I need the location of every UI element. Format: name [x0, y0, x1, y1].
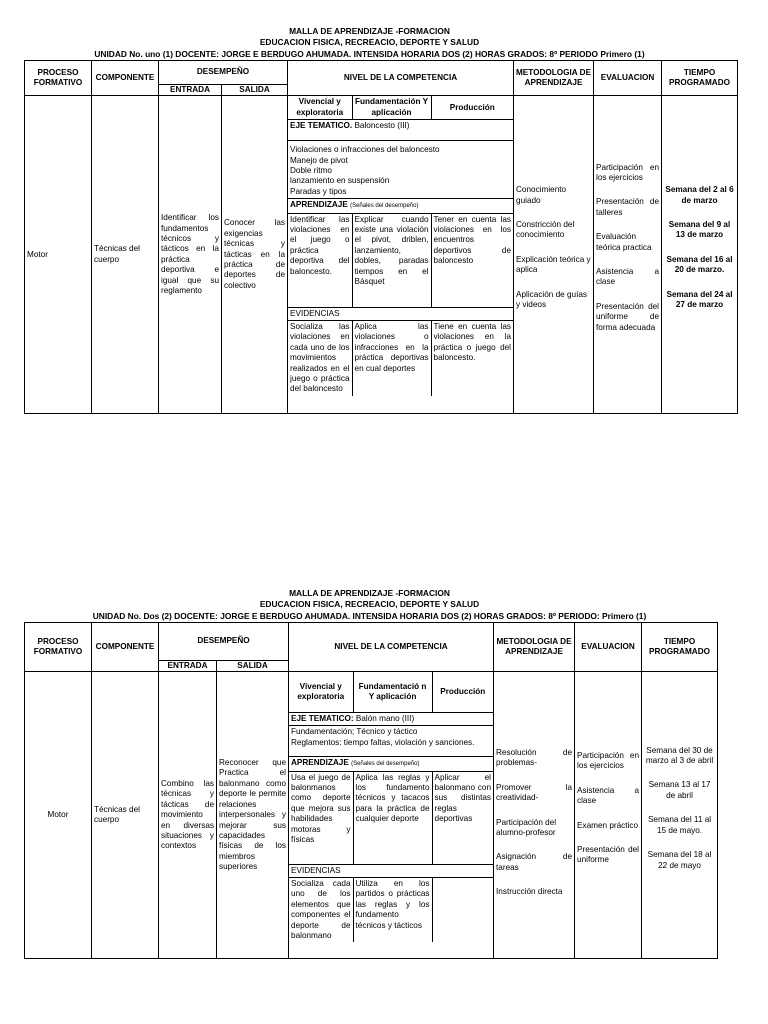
tiempo-item: Semana del 18 al 22 de mayo — [647, 850, 712, 870]
tiempo-item: Semana del 9 al 13 de marzo — [668, 219, 731, 240]
evidencia-vivencial: Socializa cada uno de los elementos que componentes el deporte de balonmano — [289, 878, 353, 943]
doc-subject: EDUCACION FISICA, RECREACIO, DEPORTE Y SALUD — [259, 599, 480, 610]
evidencia-produccion — [432, 878, 493, 943]
tiempo-item: Semana del 30 de marzo al 3 de abril — [645, 745, 714, 766]
evidencias-heading: EVIDENCIAS — [289, 864, 493, 877]
tiempo-item: Semana del 24 al 27 de marzo — [666, 289, 733, 310]
metodologia-item: Instrucción directa — [496, 887, 563, 897]
evaluacion-item: Asistencia a clase — [596, 267, 660, 287]
evidencia-fundamentacion: Aplica las violaciones o infracciones en la práctica deportivas en cual deportes — [352, 320, 431, 395]
aprendizaje-produccion: Tener en cuenta las violaciones en los encuentros deportivos de baloncesto — [431, 213, 513, 307]
col-tiempo: TIEMPO PROGRAMADO — [662, 60, 738, 95]
salida-cell: Conocer las exigencias técnicas y tácticas en la práctica de deportes de colectivo — [222, 96, 288, 414]
evaluacion-item: Participación en los ejercicios — [577, 750, 640, 771]
aprendizaje-heading — [289, 757, 493, 771]
proceso-cell: Motor — [25, 96, 92, 414]
col-proceso: PROCESO FORMATIVO — [25, 622, 92, 671]
grid-table — [24, 60, 738, 414]
nivel-cell — [289, 672, 494, 959]
col-entrada: ENTRADA — [159, 660, 217, 671]
col-nivel: NIVEL DE LA COMPETENCIA — [288, 60, 514, 95]
col-tiempo: TIEMPO PROGRAMADO — [642, 622, 718, 671]
sub-produccion: Producción — [432, 672, 493, 712]
col-entrada: ENTRADA — [159, 84, 222, 95]
contenido-item: Violaciones o infracciones del baloncesto — [290, 145, 440, 155]
tiempo-item: Semana del 2 al 6 de marzo — [665, 185, 734, 205]
entrada-cell: Combino las técnicas y tácticas de movimiento en diversas situaciones y contextos — [159, 672, 217, 959]
evidencia-produccion: Tiene en cuenta las violaciones en la práctica o juego del baloncesto. — [431, 320, 513, 395]
col-desempeno: DESEMPEÑO — [159, 60, 288, 84]
aprendizaje-vivencial: Identificar las violaciones en el juego o práctica deportiva del baloncesto. — [288, 213, 352, 307]
contenidos — [288, 141, 513, 199]
sub-vivencial: Vivencial y exploratoria — [289, 672, 353, 712]
aprendizaje-note: (Señales del desempeño) — [351, 761, 420, 768]
entrada-cell: Identificar los fundamentos técnicos y tácticos en la práctica deportiva e igual que su reglamento — [159, 96, 222, 414]
col-salida: SALIDA — [217, 660, 289, 671]
col-salida: SALIDA — [222, 84, 288, 95]
doc-title: MALLA DE APRENDIZAJE -FORMACION — [289, 26, 450, 36]
evaluacion-item: Evaluación teórica practica — [596, 232, 652, 252]
metodologia-item: Explicación teórica y aplica — [516, 254, 591, 275]
tiempo-cell — [642, 672, 718, 959]
learning-grid-unit-2 — [24, 588, 715, 959]
evidencias-heading: EVIDENCIAS — [288, 307, 513, 320]
evaluacion-item: Participación en los ejercicios — [596, 162, 660, 182]
col-evaluacion: EVALUACION — [575, 622, 642, 671]
sub-fundamentacion: Fundamentació n Y aplicación — [353, 672, 432, 712]
aprendizaje-label: APRENDIZAJE — [291, 758, 349, 768]
col-metodologia: METODOLOGIA DE APRENDIZAJE — [494, 622, 575, 671]
eje-tematico — [288, 120, 513, 141]
metodologia-item: Aplicación de guías y videos — [516, 289, 588, 310]
sub-fundamentacion: Fundamentación Y aplicación — [352, 96, 431, 119]
evaluacion-item: Examen práctico — [577, 820, 638, 830]
aprendizaje-note: (Señales del desempeño) — [350, 203, 419, 210]
eje-label: EJE TEMATICO. — [290, 121, 353, 131]
tiempo-item: Semana 13 al 17 de abril — [648, 780, 711, 800]
doc-unit-line: UNIDAD No. uno (1) DOCENTE: JORGE E BERDUGO AHUMADA. INTENSIDA HORARIA DOS (2) HORAS GRADOS: 8º PERIODO Primero (1) — [94, 48, 645, 59]
eje-tematico — [289, 712, 493, 725]
metodologia-item: Constricción del conocimiento — [516, 219, 575, 240]
col-componente: COMPONENTE — [92, 60, 159, 95]
col-componente: COMPONENTE — [92, 622, 159, 671]
contenido-item: Doble ritmo — [290, 165, 332, 175]
learning-grid-unit-1 — [24, 26, 734, 414]
contenido-item: lanzamiento en suspensión — [290, 176, 390, 186]
col-proceso: PROCESO FORMATIVO — [25, 60, 92, 95]
competence-table — [289, 672, 493, 942]
tiempo-item: Semana del 16 al 20 de marzo. — [666, 254, 733, 275]
contenidos — [289, 726, 493, 757]
metodologia-item: Resolución de problemas- — [496, 747, 573, 768]
doc-subject: EDUCACION FISICA, RECREACIO, DEPORTE Y SALUD — [259, 37, 480, 48]
metodologia-cell — [494, 672, 575, 959]
contenido-item: Manejo de pivot — [290, 155, 348, 165]
col-desempeno: DESEMPEÑO — [159, 622, 289, 660]
tiempo-cell — [662, 96, 738, 414]
metodologia-item: Participación del alumno-profesor — [496, 817, 557, 837]
proceso-cell: Motor — [25, 672, 92, 959]
contenido-item: Fundamentación; Técnico y táctico — [291, 727, 418, 737]
nivel-cell — [288, 96, 514, 414]
contenido-item: Reglamentos: tiempo faltas, violación y sanciones. — [291, 737, 475, 747]
evaluacion-item: Presentación del uniforme de forma adecuada — [596, 301, 660, 332]
col-metodologia: METODOLOGIA DE APRENDIZAJE — [514, 60, 594, 95]
metodologia-item: Conocimiento guiado — [516, 185, 567, 205]
doc-unit-line: UNIDAD No. Dos (2) DOCENTE: JORGE E BERDUGO AHUMADA. INTENSIDA HORARIA DOS (2) HORAS GRADOS: 8º PERIODO: Primero (1) — [92, 610, 647, 621]
aprendizaje-vivencial: Usa el juego de balonmanos como deporte que mejora sus habilidades motoras y físicas — [289, 771, 353, 864]
tiempo-item: Semana del 11 al 15 de mayo. — [647, 815, 712, 835]
aprendizaje-label: APRENDIZAJE — [290, 200, 348, 210]
aprendizaje-produccion: Aplicar el balonmano con sus distintas reglas deportivas — [432, 771, 493, 864]
col-nivel: NIVEL DE LA COMPETENCIA — [289, 622, 494, 671]
eje-value: Baloncesto (III) — [354, 121, 410, 131]
eje-label: EJE TEMATICO: — [291, 713, 354, 723]
metodologia-cell — [514, 96, 594, 414]
sub-produccion: Producción — [431, 96, 513, 119]
eje-value: Balón mano (III) — [355, 713, 415, 723]
metodologia-item: Asignación de tareas — [496, 852, 573, 872]
salida-cell: Reconocer que Practica el balonmano como deporte le permite relaciones interpersonales y mejorar sus capacidades físicas de los miembros superiores — [217, 672, 289, 959]
aprendizaje-heading — [288, 199, 513, 213]
evidencia-vivencial: Socializa las violaciones en cada uno de los movimientos realizados en el juego o práctica del baloncesto — [288, 320, 352, 395]
evaluacion-cell — [575, 672, 642, 959]
contenido-item: Paradas y tipos — [290, 186, 347, 196]
grid-table — [24, 622, 718, 959]
evaluacion-item: Presentación de talleres — [596, 197, 660, 217]
doc-title: MALLA DE APRENDIZAJE -FORMACION — [289, 588, 450, 598]
competence-table — [288, 96, 513, 396]
sub-vivencial: Vivencial y exploratoria — [288, 96, 352, 119]
evidencia-fundamentacion: Utiliza en los partidos o prácticas las reglas y los fundamento técnicos y tácticos — [353, 878, 432, 943]
evaluacion-item: Asistencia a clase — [577, 785, 640, 806]
componente-cell: Técnicas del cuerpo — [92, 96, 159, 414]
aprendizaje-fundamentacion: Aplica las reglas y los fundamento técnicos y tacacos para la práctica de cualquier deporte — [353, 771, 432, 864]
metodologia-item: Promover la creatividad- — [496, 782, 573, 803]
evaluacion-cell — [594, 96, 662, 414]
componente-cell: Técnicas del cuerpo — [92, 672, 159, 959]
aprendizaje-fundamentacion: Explicar cuando existe una violación el pivot, driblen, lanzamiento, dobles, paradas tiempos en el Básquet — [352, 213, 431, 307]
col-evaluacion: EVALUACION — [594, 60, 662, 95]
evaluacion-item: Presentación del uniforme — [577, 844, 640, 865]
